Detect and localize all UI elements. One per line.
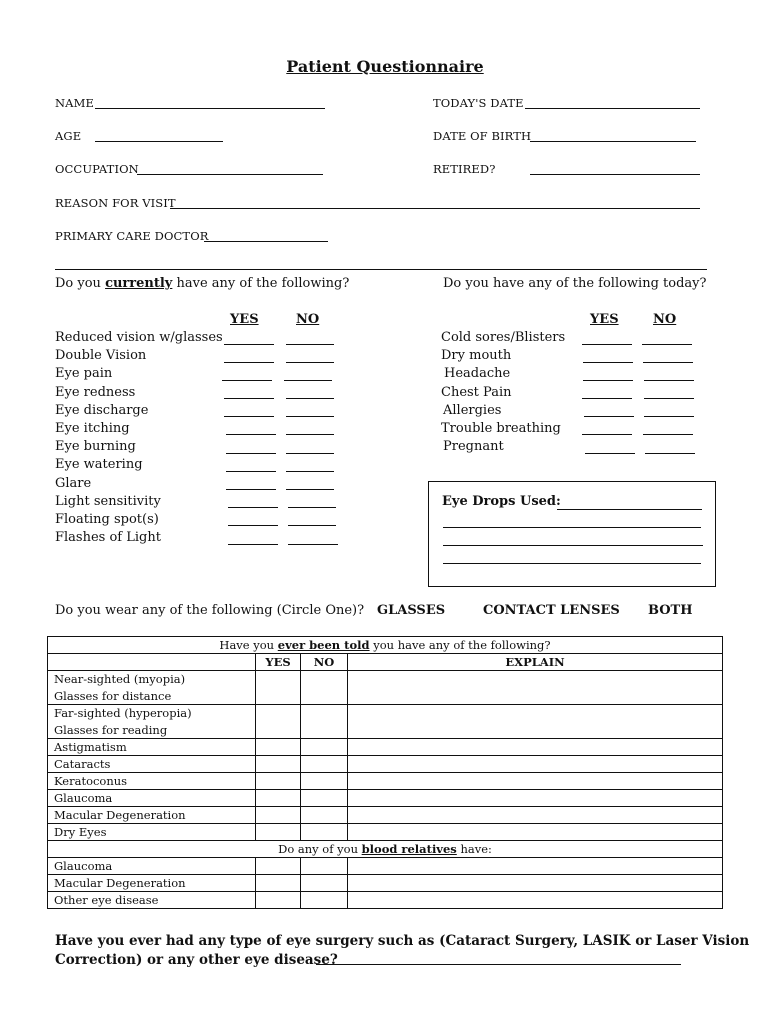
symptom-label: Eye burning [55,439,136,455]
left-no-blank[interactable] [288,544,338,545]
left-yes-blank[interactable] [226,471,276,472]
table-row [48,790,723,807]
age-label: AGE [55,129,82,143]
explain-cell[interactable] [348,824,723,841]
left-no-blank[interactable] [286,362,334,363]
right-yes-blank[interactable] [583,362,633,363]
right-yes-header: YES [590,312,619,327]
no-cell[interactable] [301,671,348,705]
wear-question: Do you wear any of the following (Circle One)? [55,603,365,618]
symptom-label: Eye discharge [55,402,149,418]
yes-cell[interactable] [256,875,301,892]
yes-cell[interactable] [256,773,301,790]
left-no-blank[interactable] [288,525,336,526]
right-yes-blank[interactable] [585,453,635,454]
condition-cell: Near-sighted (myopia) Glasses for distance [48,671,256,705]
left-yes-blank[interactable] [222,380,272,381]
relative-condition-cell: Glaucoma [48,858,256,875]
yes-cell[interactable] [256,807,301,824]
eye-drops-label: Eye Drops Used: [442,494,561,509]
right-no-blank[interactable] [643,362,693,363]
left-no-blank[interactable] [286,398,334,399]
explain-cell[interactable] [348,858,723,875]
left-yes-blank[interactable] [228,525,278,526]
occupation-label: OCCUPATION [55,162,139,176]
right-no-header: NO [653,312,677,327]
symptom-label: Eye redness [55,384,136,400]
yes-cell[interactable] [256,790,301,807]
table-row [48,671,723,705]
dob-label: DATE OF BIRTH [433,129,532,143]
symptom-label: Eye watering [55,457,143,473]
explain-cell[interactable] [348,671,723,705]
relative-condition-cell: Macular Degeneration [48,875,256,892]
symptom-label: Light sensitivity [55,493,161,509]
yes-cell[interactable] [256,824,301,841]
col-explain-header: EXPLAIN [348,654,723,671]
symptom-label: Cold sores/Blisters [441,330,566,345]
symptom-label: Eye itching [55,421,130,437]
history-table-header: Have you ever been told you have any of the following? [48,637,723,654]
page-title: Patient Questionnaire [286,57,484,76]
right-no-blank[interactable] [644,398,694,399]
right-yes-blank[interactable] [582,398,632,399]
surgery-answer-line[interactable] [316,964,681,965]
left-no-blank[interactable] [284,380,332,381]
option-contact-lenses[interactable]: CONTACT LENSES [483,603,620,618]
retired-label: RETIRED? [433,162,496,176]
symptom-label: Dry mouth [441,348,512,364]
left-no-blank[interactable] [286,434,334,435]
left-yes-blank[interactable] [224,344,274,345]
yes-cell[interactable] [256,671,301,705]
reason-field[interactable] [170,208,700,209]
col-yes-header: YES [256,654,301,671]
table-row [48,824,723,841]
right-no-blank[interactable] [645,453,695,454]
dob-field[interactable] [530,141,696,142]
option-glasses[interactable]: GLASSES [377,603,446,618]
left-no-blank[interactable] [286,453,334,454]
explain-cell[interactable] [348,892,723,909]
no-cell[interactable] [301,756,348,773]
left-yes-blank[interactable] [228,507,278,508]
symptom-label: Pregnant [443,439,504,455]
no-cell[interactable] [301,892,348,909]
history-table [47,636,723,909]
table-row [48,756,723,773]
explain-cell[interactable] [348,875,723,892]
right-no-blank[interactable] [643,434,693,435]
yes-cell[interactable] [256,858,301,875]
col-no-header: NO [301,654,348,671]
retired-field[interactable] [530,174,700,175]
section-divider [55,269,707,270]
symptom-label: Flashes of Light [55,530,161,546]
explain-cell[interactable] [348,756,723,773]
right-no-blank[interactable] [642,344,692,345]
relative-condition-cell: Other eye disease [48,892,256,909]
right-no-blank[interactable] [644,416,694,417]
condition-cell: Far-sighted (hyperopia) Glasses for reading [48,705,256,739]
pcp-field[interactable] [204,241,328,242]
yes-cell[interactable] [256,892,301,909]
no-cell[interactable] [301,705,348,739]
eye-drops-line[interactable] [557,509,702,510]
right-yes-blank[interactable] [582,434,632,435]
age-field[interactable] [95,141,223,142]
symptom-label: Reduced vision w/glasses [55,330,223,345]
condition-cell: Keratoconus [48,773,256,790]
no-cell[interactable] [301,875,348,892]
relatives-header: Do any of you blood relatives have: [48,841,723,858]
name-label: NAME [55,96,94,110]
right-no-blank[interactable] [644,380,694,381]
table-row [48,773,723,790]
no-cell[interactable] [301,739,348,756]
symptom-label: Double Vision [55,348,147,364]
symptom-label: Trouble breathing [441,421,561,437]
left-yes-blank[interactable] [226,434,276,435]
pcp-label: PRIMARY CARE DOCTOR [55,229,209,243]
left-yes-header: YES [230,312,259,327]
condition-cell: Astigmatism [48,739,256,756]
table-row [48,807,723,824]
today-symptoms-question: Do you have any of the following today? [443,276,707,291]
symptom-label: Eye pain [55,366,113,382]
reason-label: REASON FOR VISIT [55,196,176,210]
blank-header-cell [48,654,256,671]
todays-date-label: TODAY'S DATE [433,96,524,110]
right-yes-blank[interactable] [582,344,632,345]
left-yes-blank[interactable] [228,544,278,545]
left-yes-blank[interactable] [224,398,274,399]
todays-date-field[interactable] [525,108,700,109]
table-row [48,858,723,875]
left-no-blank[interactable] [286,489,334,490]
eye-drops-line[interactable] [443,527,701,528]
table-row [48,892,723,909]
current-symptoms-question: Do you currently have any of the following? [55,276,350,291]
no-cell[interactable] [301,824,348,841]
symptom-label: Glare [55,475,92,491]
eye-drops-line[interactable] [443,545,703,546]
yes-cell[interactable] [256,739,301,756]
no-cell[interactable] [301,807,348,824]
explain-cell[interactable] [348,705,723,739]
today-symptom-list [441,329,565,456]
table-row [48,739,723,756]
yes-cell[interactable] [256,705,301,739]
left-no-header: NO [296,312,320,327]
occupation-field[interactable] [137,174,323,175]
condition-cell: Cataracts [48,756,256,773]
left-yes-blank[interactable] [226,489,276,490]
explain-cell[interactable] [348,773,723,790]
explain-cell[interactable] [348,739,723,756]
no-cell[interactable] [301,773,348,790]
left-yes-blank[interactable] [224,362,274,363]
symptom-label: Allergies [443,402,502,418]
left-no-blank[interactable] [286,416,334,417]
condition-cell: Macular Degeneration [48,807,256,824]
left-no-blank[interactable] [286,344,334,345]
option-both[interactable]: BOTH [648,603,693,618]
condition-cell: Glaucoma [48,790,256,807]
surgery-question: Have you ever had any type of eye surgery such as (Cataract Surgery, LASIK or Laser Vision Correction) or any other eye disease? [55,933,750,968]
right-yes-blank[interactable] [584,416,634,417]
condition-cell: Dry Eyes [48,824,256,841]
no-cell[interactable] [301,790,348,807]
symptom-label: Headache [444,366,511,382]
symptom-label: Floating spot(s) [55,512,159,528]
explain-cell[interactable] [348,790,723,807]
table-row [48,875,723,892]
eye-drops-line[interactable] [443,563,701,564]
current-symptom-list [55,329,223,547]
table-row [48,705,723,739]
no-cell[interactable] [301,858,348,875]
symptom-label: Chest Pain [441,384,512,400]
name-field[interactable] [95,108,325,109]
left-no-blank[interactable] [286,471,334,472]
yes-cell[interactable] [256,756,301,773]
left-yes-blank[interactable] [226,453,276,454]
left-no-blank[interactable] [288,507,336,508]
left-yes-blank[interactable] [224,416,274,417]
right-yes-blank[interactable] [583,380,633,381]
explain-cell[interactable] [348,807,723,824]
